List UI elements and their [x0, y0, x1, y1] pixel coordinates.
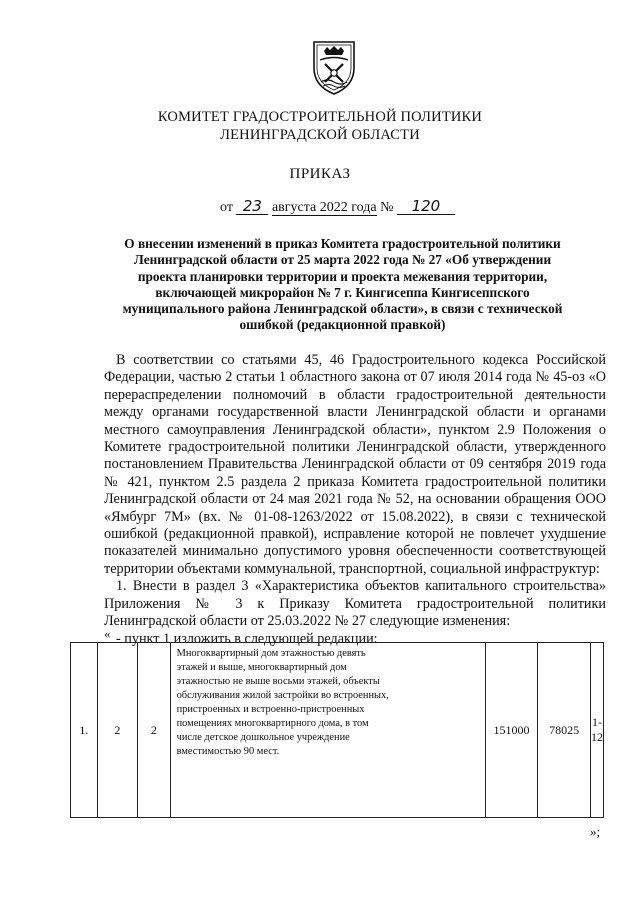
characteristics-table	[70, 642, 604, 818]
order-subject: О внесении изменений в приказ Комитета градостроительной политики Ленинградской области от 25 марта 2022 года № 27 «Об утверждении проекта планировки территории и проекта межевания территории, включающей микрорайон № 7 г. Кингисеппа Кингисеппского муниципального района Ленинградской области», в связи с технической ошибкой (редакционной правкой)	[122, 236, 563, 333]
committee-line-1: КОМИТЕТ ГРАДОСТРОИТЕЛЬНОЙ ПОЛИТИКИ	[157, 109, 483, 125]
order-month-year: августа 2022 года	[271, 200, 377, 215]
desc-line: вместимостью 90 мест.	[176, 746, 280, 757]
order-date-prefix: от	[220, 200, 233, 215]
order-body	[104, 352, 606, 648]
desc-line: помещениях многоквартирного дома, в том	[176, 718, 369, 729]
close-quote: »;	[590, 824, 601, 839]
committee-name	[0, 108, 640, 144]
item-dash: - пункт 1 изложить в следующей редакции:	[116, 630, 378, 647]
item-1: 1. Внести в раздел 3 «Характеристика объектов капитального строительства» Приложения № 3 к Приказу Комитета градостроительной политики Ленинградской области от 25.03.2022 № 27 следующие изменения:	[104, 578, 606, 630]
desc-line: числе детское дошкольное учреждение	[176, 732, 350, 743]
cell-col-2: 2	[97, 643, 137, 818]
main-paragraph: В соответствии со статьями 45, 46 Градостроительного кодекса Российской Федерации, частью 2 статьи 1 областного закона от 07 июля 2014 года № 45-оз «О перераспределении полномочий в области градостроительной деятельности между органами государственной власти Ленинградской области и органами местного самоуправления Ленинградской области», пунктом 2.9 Положения о Комитете градостроительной политики Ленинградской области, утвержденного постановлением Правительства Ленинградской области от 09 сентября 2019 года № 421, пунктом 2.5 раздела 2 приказа Комитета градостроительной политики Ленинградской области от 24 мая 2021 года № 52, на основании обращения ООО «Ямбург 7М» (вх. № 01-08-1263/2022 от 15.08.2022), в связи с технической ошибкой (редакционной правкой), исправление которой не повлечет ухудшение показателей минимально допустимого уровня обеспеченности соответствующей территории объектами коммунальной, транспортной, социальной инфраструктур:	[104, 352, 606, 577]
cell-col-3: 2	[138, 643, 171, 818]
order-number-handwritten: 120	[397, 198, 455, 215]
order-number-prefix: №	[380, 200, 394, 215]
desc-line: этажей и выше, многоквартирный дом	[176, 662, 347, 673]
order-title: ПРИКАЗ	[289, 166, 351, 182]
cell-floors: 1-12	[591, 643, 604, 818]
table-row	[71, 643, 604, 818]
order-date-line	[220, 198, 455, 216]
cell-area: 151000	[485, 643, 538, 818]
cell-number: 1.	[71, 643, 98, 818]
desc-line: обслуживания жилой застройки во встроенных,	[176, 690, 389, 701]
cell-value: 78025	[538, 643, 591, 818]
cell-description	[170, 643, 485, 818]
order-day-handwritten: 23	[236, 198, 268, 215]
desc-line: Многоквартирный дом этажностью девять	[176, 648, 366, 659]
coat-of-arms-emblem	[311, 38, 357, 96]
open-quote: «	[104, 626, 111, 641]
committee-line-2: ЛЕНИНГРАДСКОЙ ОБЛАСТИ	[220, 127, 420, 143]
desc-line: этажностью не выше восьми этажей, объекты	[176, 676, 380, 687]
desc-line: пристроенных и встроенно-пристроенных	[176, 704, 365, 715]
